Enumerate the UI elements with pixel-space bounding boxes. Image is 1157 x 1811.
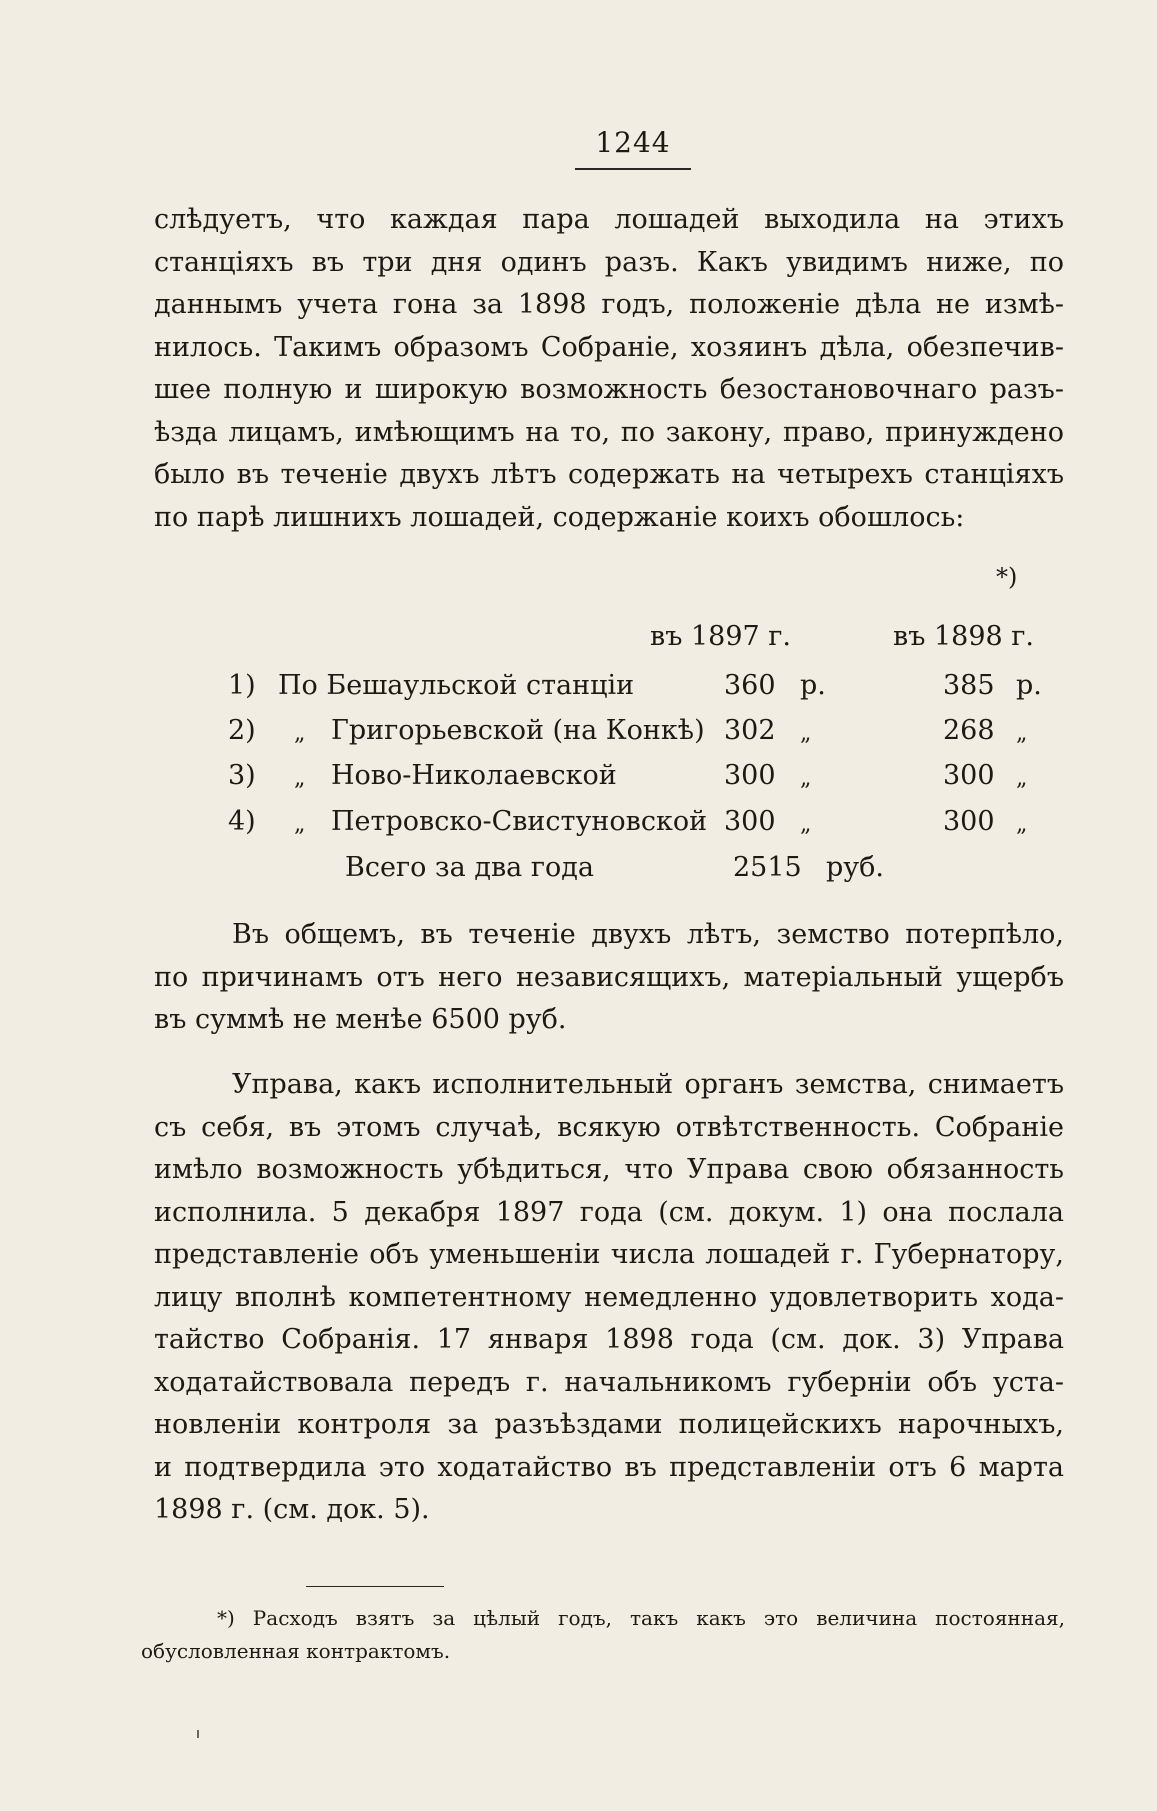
- value-1897: 300: [724, 760, 776, 791]
- footnote: [141, 1602, 1065, 1668]
- unit-1898: р.: [1016, 670, 1042, 701]
- text-line: станціяхъ въ три дня одинъ разъ. Какъ увидимъ ниже, по: [154, 246, 1064, 278]
- footnote-line: *) Расходъ взятъ за цѣлый годъ, такъ какъ это величина постоянная,: [217, 1606, 1065, 1630]
- station-name: Ново-Николаевской: [331, 760, 617, 791]
- text-line: слѣдуетъ, что каждая пара лошадей выходила на этихъ: [154, 204, 1064, 235]
- ditto-mark: „: [294, 812, 306, 837]
- text-line: представленіе объ уменьшеніи числа лошадей г. Губернатору,: [154, 1239, 1064, 1270]
- station-name: Григорьевской (на Конкѣ): [331, 715, 705, 746]
- row-number: 2): [228, 715, 256, 746]
- row-number: 1): [228, 670, 256, 701]
- paragraph-3: [154, 1064, 1064, 1532]
- value-1897: 360: [724, 670, 776, 701]
- table-row: [0, 670, 1157, 712]
- page-number-underline: [575, 168, 691, 170]
- value-1898: 385: [943, 670, 995, 701]
- value-1897: 302: [724, 715, 776, 746]
- text-line: тайство Собранія. 17 января 1898 года (см. док. 3) Управа: [154, 1324, 1064, 1355]
- text-line: Въ общемъ, въ теченіе двухъ лѣтъ, земство потерпѣло,: [232, 919, 1064, 950]
- paragraph-2: [154, 914, 1064, 1042]
- footnote-separator: [306, 1586, 444, 1587]
- text-line: шее полную и широкую возможность безостановочнаго разъ-: [154, 374, 1064, 405]
- value-1898: 268: [943, 715, 995, 746]
- station-name: По Бешаульской станціи: [278, 670, 635, 701]
- text-line: по парѣ лишнихъ лошадей, содержаніе коихъ обошлось:: [154, 501, 965, 533]
- column-header-1898: въ 1898 г.: [893, 621, 1034, 652]
- paragraph-1: [154, 199, 1064, 539]
- unit-1897: „: [800, 721, 812, 746]
- text-line: имѣло возможность убѣдиться, что Управа свою обязанность: [154, 1154, 1064, 1185]
- table-row: [0, 715, 1157, 757]
- table-row: [0, 760, 1157, 802]
- text-line: даннымъ учета гона за 1898 годъ, положеніе дѣла не измѣ-: [154, 289, 1064, 320]
- ditto-mark: „: [294, 721, 306, 746]
- station-name: Петровско-Свистуновской: [331, 806, 708, 837]
- column-header-1897: въ 1897 г.: [650, 621, 791, 652]
- row-number: 3): [228, 760, 256, 791]
- unit-1898: „: [1016, 721, 1028, 746]
- text-line: было въ теченіе двухъ лѣтъ содержать на четырехъ станціяхъ: [154, 459, 1064, 490]
- total-value: 2515: [733, 852, 802, 883]
- unit-1897: „: [800, 812, 812, 837]
- text-line: въ суммѣ не менѣе 6500 руб.: [154, 1004, 567, 1035]
- row-number: 4): [228, 806, 256, 837]
- unit-1897: р.: [800, 670, 826, 701]
- text-line: съ себя, въ этомъ случаѣ, всякую отвѣтственность. Собраніе: [154, 1111, 1064, 1143]
- unit-1898: „: [1016, 812, 1028, 837]
- text-line: нилось. Такимъ образомъ Собраніе, хозяинъ дѣла, обезпечив-: [154, 331, 1064, 363]
- text-line: ходатайствовала передъ г. начальникомъ губерніи объ уста-: [154, 1366, 1064, 1398]
- table-row: [0, 806, 1157, 848]
- value-1897: 300: [724, 806, 776, 837]
- text-line: ѣзда лицамъ, имѣющимъ на то, по закону, право, принуждено: [154, 416, 1064, 448]
- page-number: 1244: [595, 126, 671, 159]
- footnote-marker: *): [996, 563, 1018, 591]
- text-line: исполнила. 5 декабря 1897 года (см. докум. 1) она послала: [154, 1196, 1064, 1228]
- unit-1897: „: [800, 766, 812, 791]
- text-line: и подтвердила это ходатайство въ представленіи отъ 6 марта: [154, 1451, 1064, 1483]
- text-line: Управа, какъ исполнительный органъ земства, снимаетъ: [232, 1069, 1064, 1100]
- ditto-mark: „: [294, 766, 306, 791]
- total-unit: руб.: [826, 852, 885, 883]
- text-line: 1898 г. (см. док. 5).: [154, 1494, 430, 1525]
- paper-speck: [197, 1730, 199, 1738]
- footnote-line: обусловленная контрактомъ.: [141, 1639, 451, 1663]
- text-line: лицу вполнѣ компетентному немедленно удовлетворить хода-: [154, 1281, 1064, 1313]
- value-1898: 300: [943, 806, 995, 837]
- total-label: Всего за два года: [345, 852, 594, 883]
- unit-1898: „: [1016, 766, 1028, 791]
- text-line: новленіи контроля за разъѣздами полицейскихъ нарочныхъ,: [154, 1409, 1064, 1440]
- value-1898: 300: [943, 760, 995, 791]
- text-line: по причинамъ отъ него независящихъ, матеріальный ущербъ: [154, 961, 1064, 993]
